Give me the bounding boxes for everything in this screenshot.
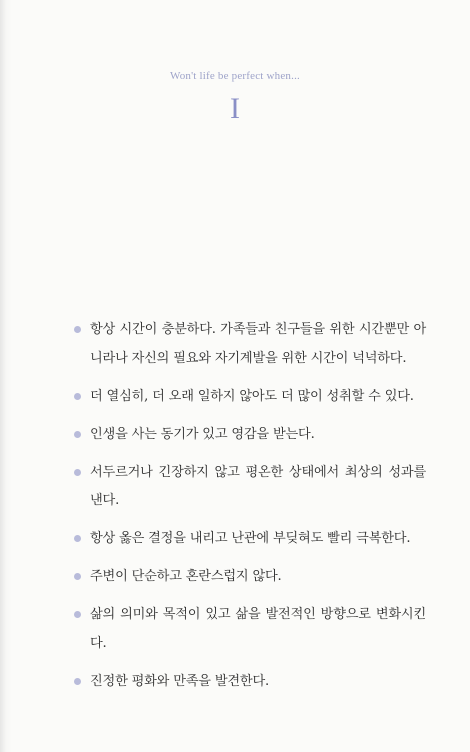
bullet-dot-icon (74, 611, 81, 618)
list-item-text: 진정한 평화와 만족을 발견한다. (90, 673, 269, 689)
list-item (76, 563, 426, 592)
bullet-dot-icon (74, 469, 81, 476)
list-item-text: 인생을 사는 동기가 있고 영감을 받는다. (90, 426, 315, 442)
list-item-text: 삶의 의미와 목적이 있고 삶을 발전적인 방향으로 변화시킨다. (90, 607, 426, 651)
bullet-dot-icon (74, 326, 81, 333)
running-title: Won't life be perfect when... (170, 70, 300, 82)
list-item (76, 668, 426, 697)
list-item (76, 383, 426, 412)
bullet-dot-icon (74, 535, 81, 542)
list-item-text: 주변이 단순하고 혼란스럽지 않다. (90, 569, 282, 584)
part-numeral: I (230, 92, 240, 125)
list-item (76, 525, 426, 554)
bullet-list (76, 316, 426, 706)
bullet-dot-icon (74, 678, 81, 685)
bullet-dot-icon (74, 431, 81, 438)
list-item-text: 더 열심히, 더 오래 일하지 않아도 더 많이 성취할 수 있다. (90, 388, 414, 404)
list-item-text: 서두르거나 긴장하지 않고 평온한 상태에서 최상의 성과를 낸다. (90, 464, 426, 508)
list-item (76, 421, 426, 450)
list-item (76, 316, 426, 373)
list-item-text: 항상 시간이 충분하다. 가족들과 친구들을 위한 시간뿐만 아니라나 자신의 필요와 자기계발을 위한 시간이 넉넉하다. (90, 322, 426, 366)
list-item-text: 항상 옳은 결정을 내리고 난관에 부딪혀도 빨리 극복한다. (90, 531, 411, 546)
list-item (76, 601, 426, 658)
list-item (76, 459, 426, 516)
bullet-dot-icon (74, 573, 81, 580)
bullet-dot-icon (74, 393, 81, 400)
